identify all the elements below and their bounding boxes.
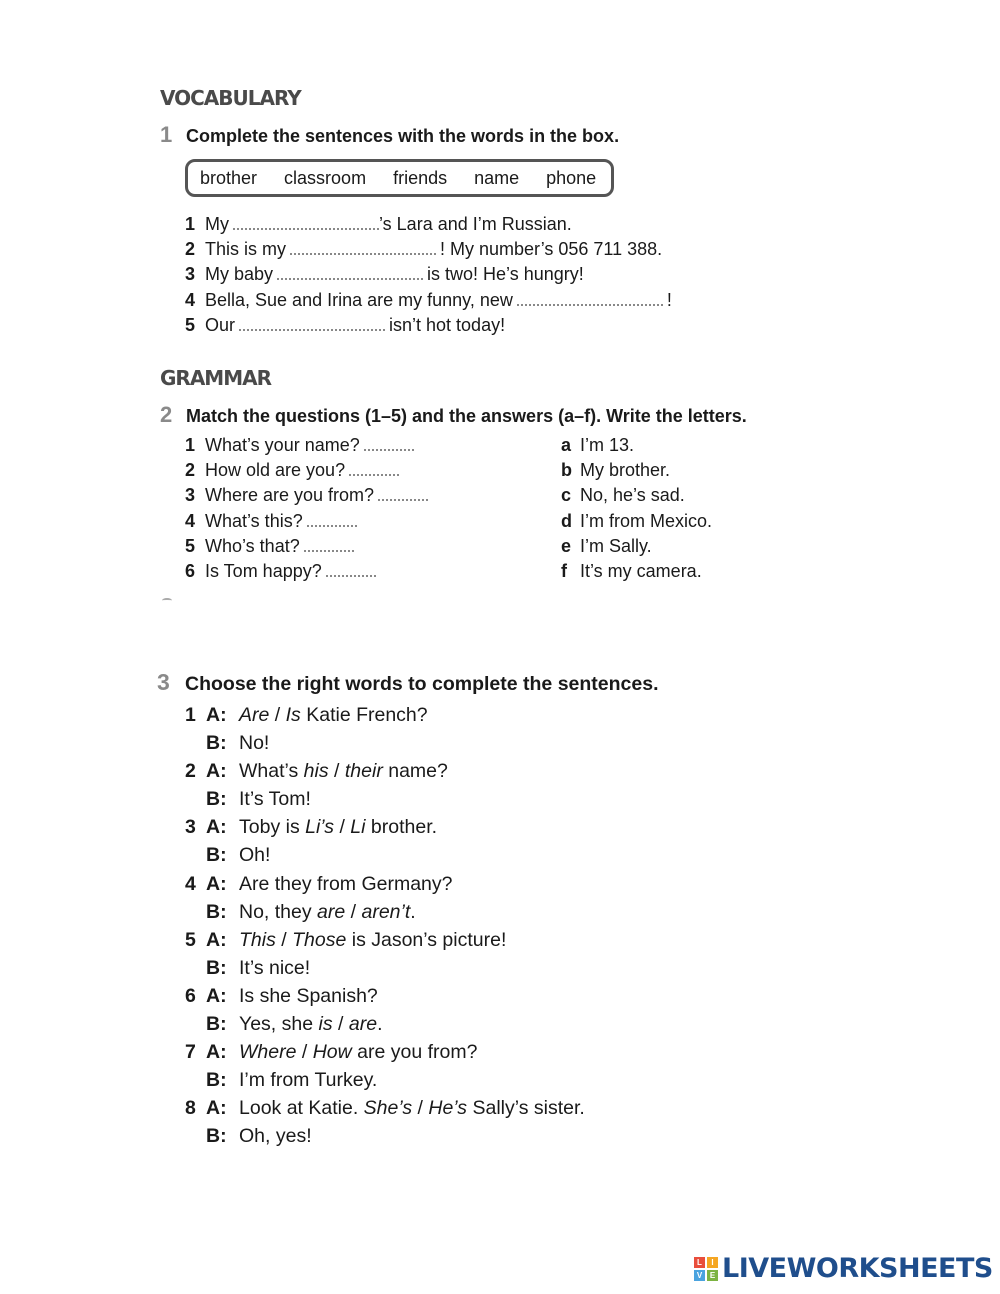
vocab-item: 3 My baby is two! He’s hungry! bbox=[185, 264, 584, 285]
dialogue-line-b bbox=[185, 732, 585, 760]
text-segment: Is she Spanish? bbox=[239, 984, 378, 1007]
exercise-3-instruction: Choose the right words to complete the sentences. bbox=[185, 673, 659, 695]
text-segment: name? bbox=[382, 760, 448, 783]
logo-block: V bbox=[694, 1270, 705, 1281]
dialogue-line-b bbox=[185, 788, 585, 816]
word-choice[interactable]: is bbox=[318, 1013, 333, 1036]
answers-list bbox=[561, 435, 712, 586]
letter-blank[interactable] bbox=[307, 511, 357, 527]
dialogue-line-a bbox=[185, 1097, 585, 1125]
dialogue-text bbox=[239, 704, 428, 727]
box-word: brother bbox=[200, 167, 258, 188]
dialogue-text bbox=[239, 957, 310, 980]
dialogue-line-b bbox=[185, 901, 585, 929]
speaker-label: B: bbox=[206, 1013, 227, 1036]
text-segment: / bbox=[332, 1013, 349, 1036]
exercise-2-instruction: Match the questions (1–5) and the answers (a–f). Write the letters. bbox=[186, 406, 747, 426]
dialogue-line-a bbox=[185, 816, 585, 844]
dialogue-line-b bbox=[185, 844, 585, 872]
dialogue-line-a bbox=[185, 760, 585, 788]
item-number: 2 bbox=[185, 760, 196, 783]
dialogue-text bbox=[239, 985, 378, 1008]
dialogue-line-a bbox=[185, 704, 585, 732]
dialogue-text bbox=[239, 1013, 382, 1036]
questions-list bbox=[185, 435, 432, 586]
grammar-title: GRAMMAR bbox=[160, 366, 271, 390]
dialogue-text bbox=[239, 1097, 585, 1120]
speaker-label: B: bbox=[206, 1069, 227, 1092]
vocab-item: 4 Bella, Sue and Irina are my funny, new ! bbox=[185, 289, 672, 310]
text-segment: Katie French? bbox=[300, 704, 428, 726]
box-word: phone bbox=[546, 167, 597, 188]
item-number: 6 bbox=[185, 984, 196, 1007]
word-choice[interactable]: How bbox=[312, 1041, 352, 1064]
exercise-3-list bbox=[185, 704, 585, 1154]
word-choice[interactable]: She’s bbox=[363, 1097, 413, 1120]
logo-block: L bbox=[694, 1257, 705, 1268]
text-segment: No! bbox=[239, 732, 270, 755]
word-choice[interactable]: This bbox=[239, 928, 276, 951]
dialogue-text bbox=[239, 1069, 377, 1092]
word-choice[interactable]: Is bbox=[285, 704, 301, 726]
question-item: 3 Where are you from? bbox=[185, 485, 432, 510]
speaker-label: A: bbox=[206, 1041, 227, 1064]
dialogue-text bbox=[239, 788, 311, 811]
answer-item: b My brother. bbox=[561, 460, 671, 481]
text-segment: / bbox=[334, 816, 351, 839]
logo-mark-icon bbox=[694, 1257, 718, 1281]
answer-item: f It’s my camera. bbox=[561, 560, 702, 581]
word-choice[interactable]: Li bbox=[350, 816, 366, 839]
dialogue-line-b bbox=[185, 1125, 585, 1153]
speaker-label: A: bbox=[206, 760, 227, 783]
box-word: name bbox=[474, 167, 520, 188]
letter-blank[interactable] bbox=[326, 561, 376, 577]
dialogue-line-a bbox=[185, 929, 585, 957]
speaker-label: B: bbox=[206, 900, 227, 923]
answer-item: e I’m Sally. bbox=[561, 535, 652, 556]
speaker-label: A: bbox=[206, 872, 227, 895]
text-segment: Toby is bbox=[239, 816, 306, 839]
answer-item: d I’m from Mexico. bbox=[561, 510, 713, 531]
box-word: classroom bbox=[284, 167, 367, 188]
word-choice[interactable]: He’s bbox=[428, 1097, 468, 1120]
word-choice[interactable]: their bbox=[344, 760, 383, 783]
text-segment: / bbox=[412, 1097, 429, 1120]
dialogue-line-a bbox=[185, 873, 585, 901]
word-choice[interactable]: are bbox=[317, 900, 346, 923]
answer-blank[interactable] bbox=[517, 290, 663, 306]
item-number: 8 bbox=[185, 1097, 196, 1120]
cropped-mark bbox=[162, 598, 172, 603]
question-item: 5 Who’s that? bbox=[185, 536, 432, 561]
text-segment: It’s nice! bbox=[239, 956, 311, 979]
letter-blank[interactable] bbox=[378, 485, 428, 501]
item-number: 4 bbox=[185, 872, 196, 895]
dialogue-text bbox=[239, 760, 448, 783]
liveworksheets-logo bbox=[694, 1253, 993, 1284]
speaker-label: A: bbox=[206, 1097, 227, 1120]
dialogue-line-b bbox=[185, 1069, 585, 1097]
dialogue-text bbox=[239, 844, 270, 867]
text-segment: are you from? bbox=[351, 1041, 478, 1064]
dialogue-line-a bbox=[185, 985, 585, 1013]
word-choice[interactable]: Li’s bbox=[305, 816, 335, 839]
speaker-label: A: bbox=[206, 984, 227, 1007]
speaker-label: A: bbox=[206, 816, 227, 839]
speaker-label: A: bbox=[206, 928, 227, 951]
dialogue-text bbox=[239, 1125, 312, 1148]
word-box bbox=[185, 159, 614, 197]
text-segment: Yes, she bbox=[239, 1013, 319, 1036]
question-item: 2 How old are you? bbox=[185, 460, 432, 485]
item-number: 3 bbox=[185, 816, 196, 839]
text-segment: No, they bbox=[239, 900, 318, 923]
word-choice[interactable]: his bbox=[303, 760, 329, 783]
text-segment: Sally’s sister. bbox=[467, 1097, 585, 1120]
answer-blank[interactable] bbox=[239, 315, 385, 331]
question-item: 1 What’s your name? bbox=[185, 435, 432, 460]
speaker-label: B: bbox=[206, 1125, 227, 1148]
text-segment: brother. bbox=[365, 816, 438, 839]
exercise-1-number: 1 bbox=[160, 122, 173, 147]
exercise-3-number: 3 bbox=[157, 669, 170, 695]
text-segment: Are they from Germany? bbox=[239, 872, 453, 895]
question-item: 4 What’s this? bbox=[185, 511, 432, 536]
vocab-item: 1 My ’s Lara and I’m Russian. bbox=[185, 214, 572, 234]
logo-block: I bbox=[707, 1257, 718, 1268]
text-segment: It’s Tom! bbox=[239, 788, 311, 811]
text-segment: Oh, yes! bbox=[239, 1125, 312, 1148]
dialogue-text bbox=[239, 929, 506, 952]
speaker-label: B: bbox=[206, 788, 227, 811]
vocabulary-list bbox=[185, 214, 672, 340]
exercise-2-heading bbox=[160, 402, 747, 428]
dialogue-line-b bbox=[185, 1013, 585, 1041]
dialogue-text bbox=[239, 1041, 477, 1064]
word-choice[interactable]: Where bbox=[239, 1041, 297, 1064]
answer-item: a I’m 13. bbox=[561, 435, 635, 455]
word-choice[interactable]: Are bbox=[239, 704, 270, 726]
vocabulary-title: VOCABULARY bbox=[160, 86, 301, 110]
letter-blank[interactable] bbox=[349, 460, 399, 476]
answer-blank[interactable] bbox=[290, 239, 436, 255]
exercise-3-heading bbox=[157, 669, 659, 696]
text-segment: is Jason’s picture! bbox=[346, 928, 507, 951]
text-segment: What’s bbox=[239, 760, 304, 783]
text-segment: / bbox=[269, 704, 286, 726]
question-item: 6 Is Tom happy? bbox=[185, 561, 432, 586]
item-number: 5 bbox=[185, 928, 196, 951]
text-segment: / bbox=[275, 928, 293, 951]
dialogue-text bbox=[239, 873, 453, 896]
text-segment: / bbox=[345, 900, 362, 923]
text-segment: Look at Katie. bbox=[239, 1097, 364, 1120]
answer-blank[interactable] bbox=[277, 264, 423, 280]
exercise-2-number: 2 bbox=[160, 402, 173, 427]
word-choice[interactable]: Those bbox=[292, 928, 347, 951]
dialogue-text bbox=[239, 901, 416, 924]
answer-item: c No, he’s sad. bbox=[561, 485, 685, 506]
text-segment: I’m from Turkey. bbox=[239, 1069, 378, 1092]
text-segment: / bbox=[296, 1041, 313, 1064]
dialogue-text bbox=[239, 816, 437, 839]
speaker-label: B: bbox=[206, 732, 227, 755]
exercise-1-instruction: Complete the sentences with the words in the box. bbox=[186, 126, 620, 146]
speaker-label: B: bbox=[206, 956, 227, 979]
text-segment: Oh! bbox=[239, 844, 271, 867]
speaker-label: B: bbox=[206, 844, 227, 867]
logo-text: LIVEWORKSHEETS bbox=[722, 1253, 993, 1284]
logo-block: E bbox=[707, 1270, 718, 1281]
letter-blank[interactable] bbox=[364, 435, 414, 451]
exercise-1-heading bbox=[160, 122, 619, 148]
text-segment: / bbox=[328, 760, 345, 783]
text-segment: . bbox=[410, 900, 416, 923]
dialogue-line-a bbox=[185, 1041, 585, 1069]
vocab-item: 5 Our isn’t hot today! bbox=[185, 314, 506, 335]
text-segment: . bbox=[377, 1013, 383, 1036]
word-choice[interactable]: are bbox=[348, 1013, 378, 1036]
dialogue-line-b bbox=[185, 957, 585, 985]
vocab-item: 2 This is my ! My number’s 056 711 388. bbox=[185, 239, 663, 260]
word-choice[interactable]: aren’t bbox=[361, 900, 411, 923]
item-number: 7 bbox=[185, 1041, 196, 1064]
letter-blank[interactable] bbox=[304, 536, 354, 552]
dialogue-text bbox=[239, 732, 269, 755]
answer-blank[interactable] bbox=[233, 214, 379, 230]
speaker-label: A: bbox=[206, 704, 227, 726]
box-word: friends bbox=[393, 167, 448, 188]
item-number: 1 bbox=[185, 704, 196, 726]
